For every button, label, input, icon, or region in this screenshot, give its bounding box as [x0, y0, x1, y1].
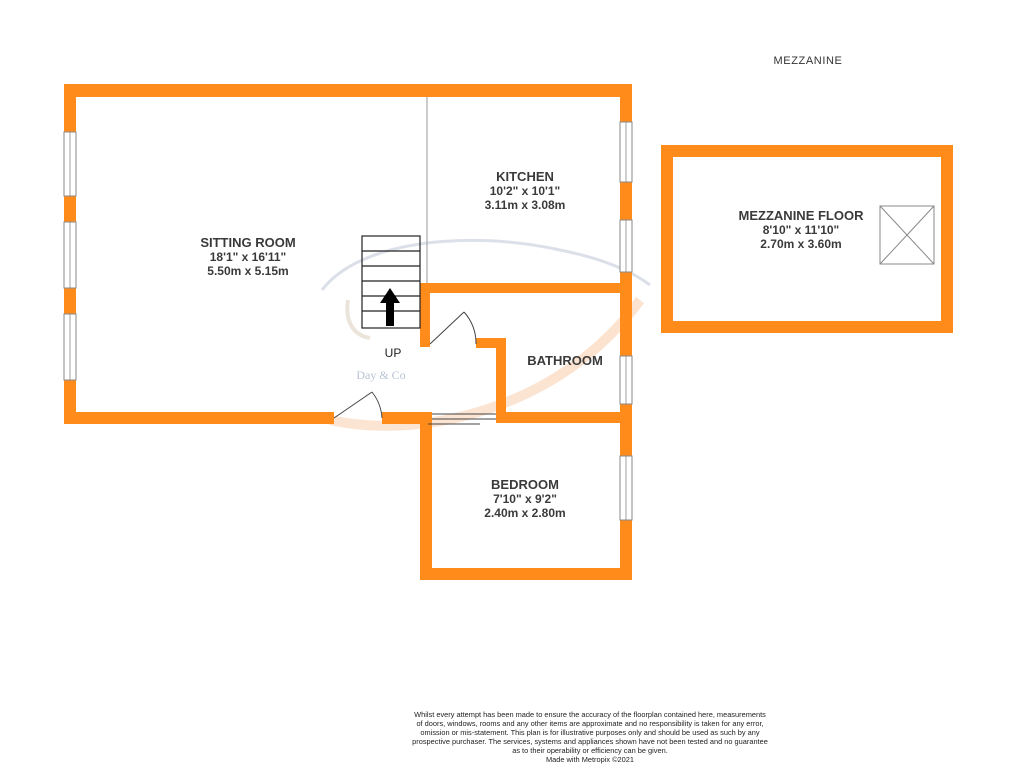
mezzanine-floor-imperial: 8'10" x 11'10": [762, 223, 840, 237]
bathroom-name: BATHROOM: [527, 353, 603, 368]
void-opening: [880, 206, 934, 264]
sitting-room-name: SITTING ROOM: [200, 235, 296, 250]
kitchen-label: [455, 170, 595, 212]
disclaimer-line: prospective purchaser. The services, systems and appliances shown have not been tested and no guarantee: [412, 737, 768, 747]
mezzanine-floor-label: [730, 209, 872, 251]
watermark-text: Day & Co: [356, 368, 406, 382]
stairs-up-label: UP: [384, 346, 402, 360]
bedroom-label: [455, 478, 595, 520]
kitchen-metric: 3.11m x 3.08m: [484, 198, 566, 212]
kitchen-imperial: 10'2" x 10'1": [489, 184, 561, 198]
credit-line: Made with Metropix ©2021: [545, 755, 635, 765]
disclaimer-line: as to their operability or efficiency can be given.: [512, 746, 668, 756]
bathroom-label: [515, 354, 615, 368]
disclaimer-line: Whilst every attempt has been made to ensure the accuracy of the floorplan contained here, measurements: [414, 710, 766, 719]
bedroom-metric: 2.40m x 2.80m: [484, 506, 566, 520]
disclaimer-line: omission or mis-statement. This plan is for illustrative purposes only and should be used as such by any: [420, 728, 760, 738]
stairs-up-arrow-icon: [380, 288, 400, 326]
bedroom-name: BEDROOM: [491, 477, 559, 492]
mezzanine-floor-name: MEZZANINE FLOOR: [738, 208, 864, 223]
sitting-room-metric: 5.50m x 5.15m: [207, 264, 289, 278]
bedroom-imperial: 7'10" x 9'2": [493, 492, 557, 506]
disclaimer-line: of doors, windows, rooms and any other items are approximate and no responsibility is taken for any error,: [416, 719, 764, 729]
sitting-room-imperial: 18'1" x 16'11": [209, 250, 287, 264]
bathroom-door: [430, 312, 464, 344]
kitchen-name: KITCHEN: [496, 169, 554, 184]
entrance-door: [334, 392, 372, 418]
disclaimer: [380, 710, 800, 765]
mezzanine-floor-metric: 2.70m x 3.60m: [760, 237, 842, 251]
watermark-logo: [322, 240, 650, 425]
section-title: MEZZANINE: [773, 55, 843, 67]
sitting-room-label: [170, 236, 326, 278]
